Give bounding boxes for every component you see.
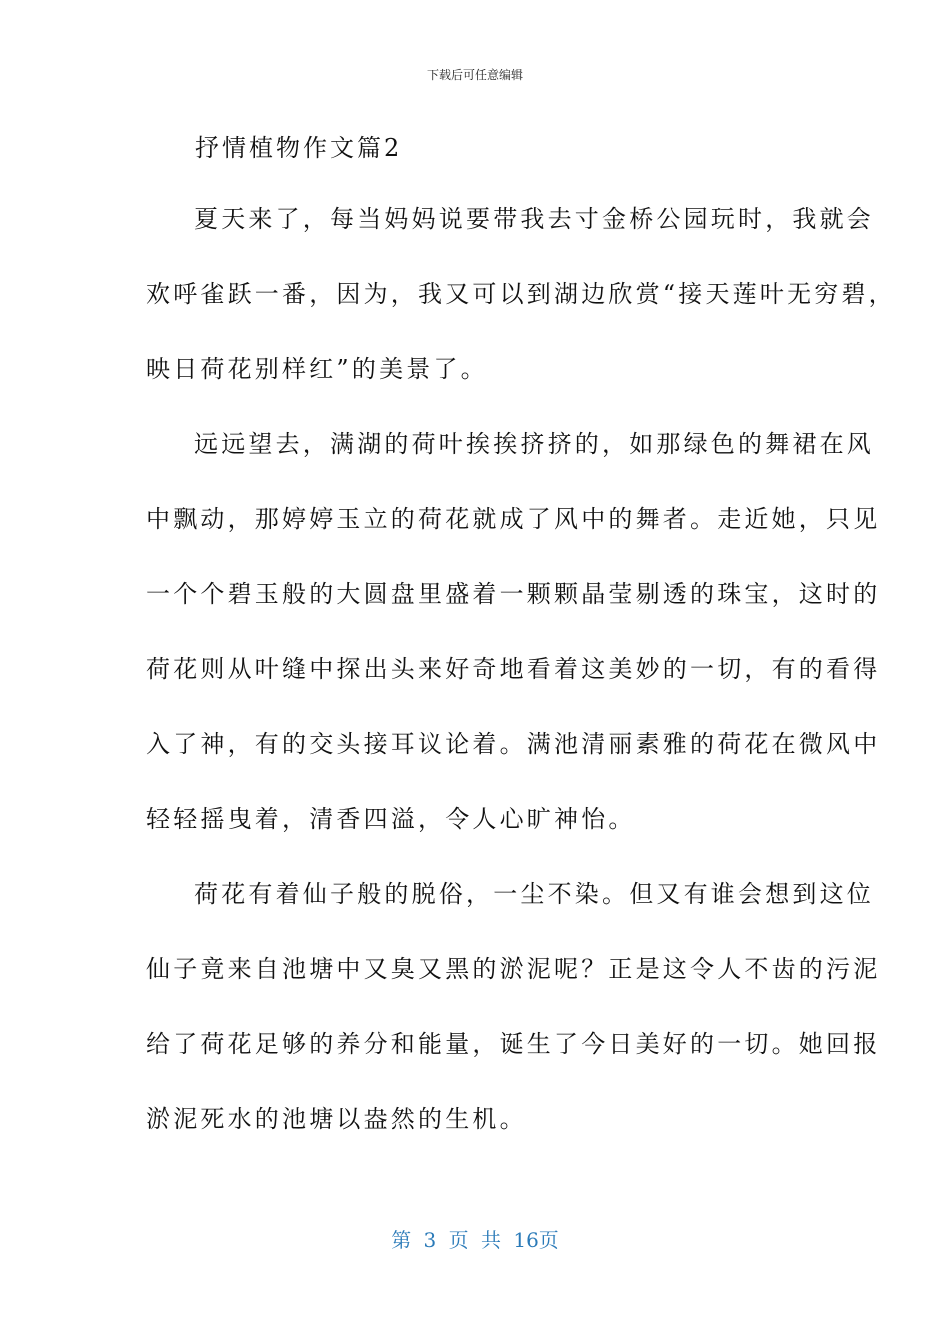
paragraph-1-line-3: 映日荷花别样红”的美景了。 bbox=[146, 355, 488, 383]
paragraph-3-line-3: 给了荷花足够的养分和能量，诞生了今日美好的一切。她回报 bbox=[146, 1030, 881, 1058]
paragraph-3-line-1: 荷花有着仙子般的脱俗，一尘不染。但又有谁会想到这位 bbox=[194, 880, 874, 908]
paragraph-2-line-6: 轻轻摇曳着，清香四溢，令人心旷神怡。 bbox=[146, 805, 636, 833]
page-header: 下载后可任意编辑 bbox=[426, 68, 523, 82]
paragraph-2-line-1: 远远望去，满湖的荷叶挨挨挤挤的，如那绿色的舞裙在风 bbox=[194, 430, 874, 458]
paragraph-2-line-2: 中飘动，那婷婷玉立的荷花就成了风中的舞者。走近她，只见 bbox=[146, 505, 881, 533]
paragraph-3-line-2: 仙子竟来自池塘中又臭又黑的淤泥呢？正是这令人不齿的污泥 bbox=[146, 955, 881, 983]
paragraph-3-line-4: 淤泥死水的池塘以盎然的生机。 bbox=[146, 1105, 527, 1133]
paragraph-2-line-5: 入了神，有的交头接耳议论着。满池清丽素雅的荷花在微风中 bbox=[146, 730, 881, 758]
paragraph-1-line-2: 欢呼雀跃一番，因为，我又可以到湖边欣赏“接天莲叶无穷碧， bbox=[146, 280, 896, 308]
page-number-footer: 第 3 页 共 16页 bbox=[391, 1228, 559, 1252]
paragraph-2-line-4: 荷花则从叶缝中探出头来好奇地看着这美妙的一切，有的看得 bbox=[146, 655, 881, 683]
essay-title: 抒情植物作文篇2 bbox=[195, 134, 403, 162]
paragraph-1-line-1: 夏天来了，每当妈妈说要带我去寸金桥公园玩时，我就会 bbox=[194, 205, 874, 233]
paragraph-2-line-3: 一个个碧玉般的大圆盘里盛着一颗颗晶莹剔透的珠宝，这时的 bbox=[146, 580, 881, 608]
